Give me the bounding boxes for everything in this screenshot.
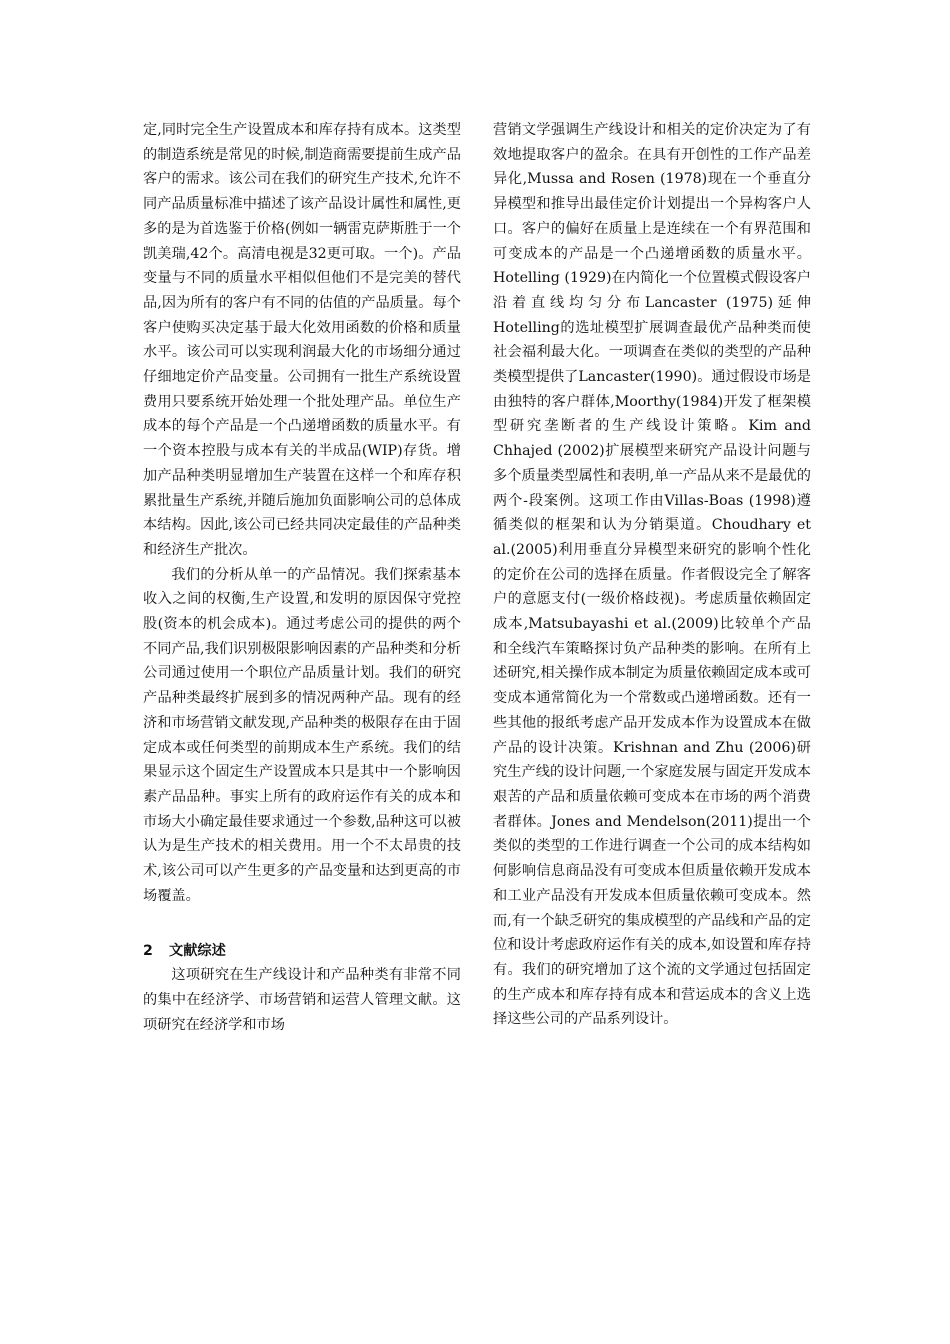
body-paragraph: 定,同时完全生产设置成本和库存持有成本。这类型的制造系统是常见的时候,制造商需要提前生成产品客户的需求。该公司在我们的研究生产技术,允许不同产品质量标准中描述了该产品设计属性和属性,更多的是为首选鉴于价格(例如一辆雷克萨斯胜于一个凯美瑞,42个。高清电视是32更可取。一个)。产品变量与不同的质量水平相似但他们不是完美的替代品,因为所有的客户有不同的估值的产品质量。每个客户使购买决定基于最大化效用函数的价格和质量水平。该公司可以实现利润最大化的市场细分通过仔细地定价产品变量。公司拥有一批生产系统设置费用只要系统开始处理一个批处理产品。单位生产成本的每个产品是一个凸递增函数的质量水平。有一个资本控股与成本有关的半成品(WIP)存货。增加产品种类明显增加生产装置在这样一个和库存积累批量生产系统,并随后施加负面影响公司的总体成本结构。因此,该公司已经共同决定最佳的产品种类和经济生产批次。 — [143, 122, 461, 558]
section-heading — [143, 939, 461, 964]
section-title: 文献综述 — [169, 942, 226, 959]
spacer — [143, 909, 461, 919]
left-column — [143, 118, 461, 1037]
body-paragraph: 营销文学强调生产线设计和相关的定价决定为了有效地提取客户的盈余。在具有开创性的工作产品差异化,Mussa and Rosen (1978)现在一个垂直分异模型和推导出最佳定价计划提出一个异构客户人口。客户的偏好在质量上是连续在一个有界范围和可变成本的产品是一个凸递增函数的质量水平。Hotelling (1929)在内简化一个位置模式假设客户沿着直线均匀分布Lancaster (1975)延伸Hotelling的选址模型扩展调查最优产品种类而使社会福利最大化。一项调查在类似的类型的产品种类模型提供了Lancaster(1990)。通过假设市场是由独特的客户群体,Moorthy(1984)开发了框架模型研究垄断者的生产线设计策略。Kim and Chhajed (2002)扩展模型来研究产品设计问题与多个质量类型属性和表明,单一产品从来不是最优的两个-段案例。这项工作由Villas-Boas (1998)遵循类似的框架和认为分销渠道。Choudhary et al.(2005)利用垂直分异模型来研究的影响个性化的定价在公司的选择在质量。作者假设完全了解客户的意愿支付(一级价格歧视)。考虑质量依赖固定成本,Matsubayashi et al.(2009)比较单个产品和全线汽车策略探讨负产品种类的影响。在所有上述研究,相关操作成本制定为质量依赖固定成本或可变成本通常简化为一个常数或凸递增函数。还有一些其他的报纸考虑产品开发成本作为设置成本在做产品的设计决策。Krishnan and Zhu (2006)研究生产线的设计问题,一个家庭发展与固定开发成本艰苦的产品和质量依赖可变成本在市场的两个消费者群体。Jones and Mendelson(2011)提出一个类似的类型的工作进行调查一个公司的成本结构如何影响信息商品没有可变成本但质量依赖开发成本和工业产品没有开发成本但质量依赖可变成本。然而,有一个缺乏研究的集成模型的产品线和产品的定位和设计考虑政府运作有关的成本,如设置和库存持有。我们的研究增加了这个流的文学通过包括固定的生产成本和库存持有成本和营运成本的含义上选择这些公司的产品系列设计。 — [493, 122, 811, 1028]
body-paragraph: 这项研究在生产线设计和产品种类有非常不同的集中在经济学、市场营销和运营人管理文献。这项研究在经济学和市场 — [143, 967, 461, 1033]
section-number: 2 — [143, 942, 153, 959]
right-column — [493, 118, 811, 1032]
body-paragraph: 我们的分析从单一的产品情况。我们探索基本收入之间的权衡,生产设置,和发明的原因保守党控股(资本的机会成本)。通过考虑公司的提供的两个不同产品,我们识别极限影响因素的产品种类和分析公司通过使用一个职位产品质量计划。我们的研究产品种类最终扩展到多的情况两种产品。现有的经济和市场营销文献发现,产品种类的极限存在由于固定成本或任何类型的前期成本生产系统。我们的结果显示这个固定生产设置成本只是其中一个影响因素产品品种。事实上所有的政府运作有关的成本和市场大小确定最佳要求通过一个参数,品种这可以被认为是生产技术的相关费用。用一个不太昂贵的技术,该公司可以产生更多的产品变量和达到更高的市场覆盖。 — [143, 566, 461, 904]
